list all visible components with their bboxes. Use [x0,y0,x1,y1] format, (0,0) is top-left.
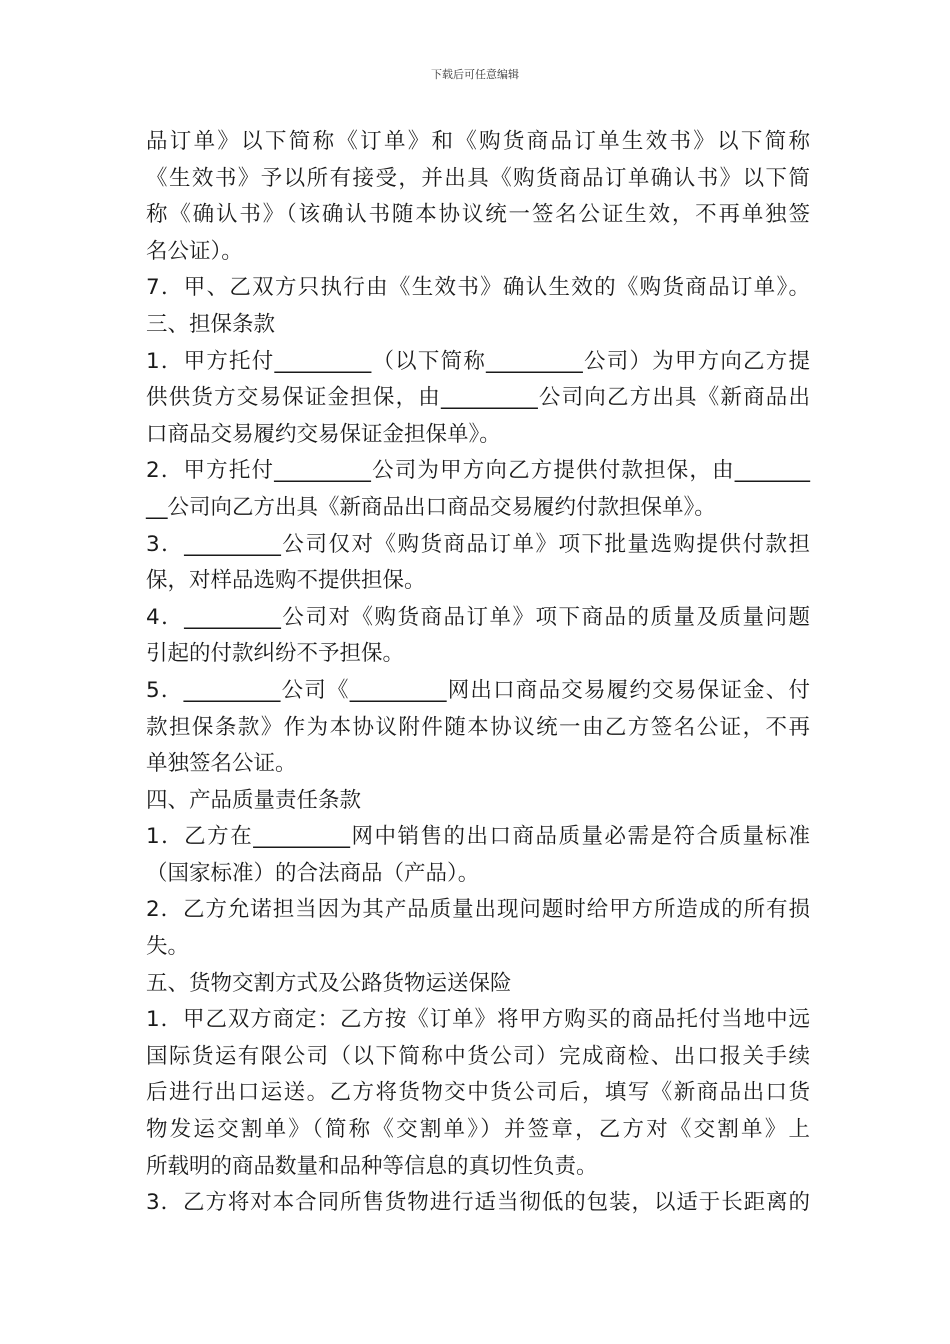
text-line: 四、产品质量责任条款 [146,787,362,813]
page-header: 下载后可任意编辑 [431,68,519,81]
text-line: 1．甲乙双方商定：乙方按《订单》将甲方购买的商品托付当地中远 [146,1007,810,1033]
text-line: 口商品交易履约交易保证金担保单》。 [146,421,501,447]
text-line: 名公证）。 [146,238,243,264]
text-line: 《生效书》予以所有接受，并出具《购货商品订单确认书》以下简 [146,165,810,191]
text-line: 三、担保条款 [146,311,276,337]
text-line: 3．_________公司仅对《购货商品订单》项下批量选购提供付款担 [146,531,810,557]
text-line: （国家标准）的合法商品（产品）。 [146,860,480,886]
text-line: 款担保条款》作为本协议附件随本协议统一由乙方签名公证，不再 [146,714,810,740]
text-line: 4．_________公司对《购货商品订单》项下商品的质量及质量问题 [146,604,810,630]
text-line: 1．乙方在_________网中销售的出口商品质量必需是符合质量标准 [146,824,810,850]
text-line: 所载明的商品数量和品种等信息的真切性负责。 [146,1153,598,1179]
text-line: 7．甲、乙双方只执行由《生效书》确认生效的《购货商品订单》。 [146,275,810,301]
text-line: 国际货运有限公司（以下简称中货公司）完成商检、出口报关手续 [146,1043,810,1069]
text-line: __公司向乙方出具《新商品出口商品交易履约付款担保单》。 [146,494,716,520]
text-line: 2．甲方托付_________公司为甲方向乙方提供付款担保，由_______ [146,458,810,484]
text-line: 3．乙方将对本合同所售货物进行适当彻低的包装，以适于长距离的 [146,1190,810,1216]
document-body [146,124,810,1222]
text-line: 单独签名公证。 [146,751,297,777]
text-line: 5．_________公司《_________网出口商品交易履约交易保证金、付 [146,677,810,703]
text-line: 后进行出口运送。乙方将货物交中货公司后，填写《新商品出口货 [146,1080,810,1106]
text-line: 2．乙方允诺担当因为其产品质量出现问题时给甲方所造成的所有损 [146,897,810,923]
text-line: 供供货方交易保证金担保，由_________公司向乙方出具《新商品出 [146,385,810,411]
text-line: 失。 [146,934,190,960]
text-line: 物发运交割单》（简称《交割单》）并签章，乙方对《交割单》上 [146,1117,810,1143]
text-line: 1．甲方托付_________（以下简称_________公司）为甲方向乙方提 [146,348,810,374]
text-line: 五、货物交割方式及公路货物运送保险 [146,970,512,996]
text-line: 品订单》以下简称《订单》和《购货商品订单生效书》以下简称 [146,129,810,154]
text-line: 称《确认书》（该确认书随本协议统一签名公证生效，不再单独签 [146,202,810,228]
text-line: 引起的付款纠纷不予担保。 [146,641,405,667]
text-line: 保，对样品选购不提供担保。 [146,568,426,594]
